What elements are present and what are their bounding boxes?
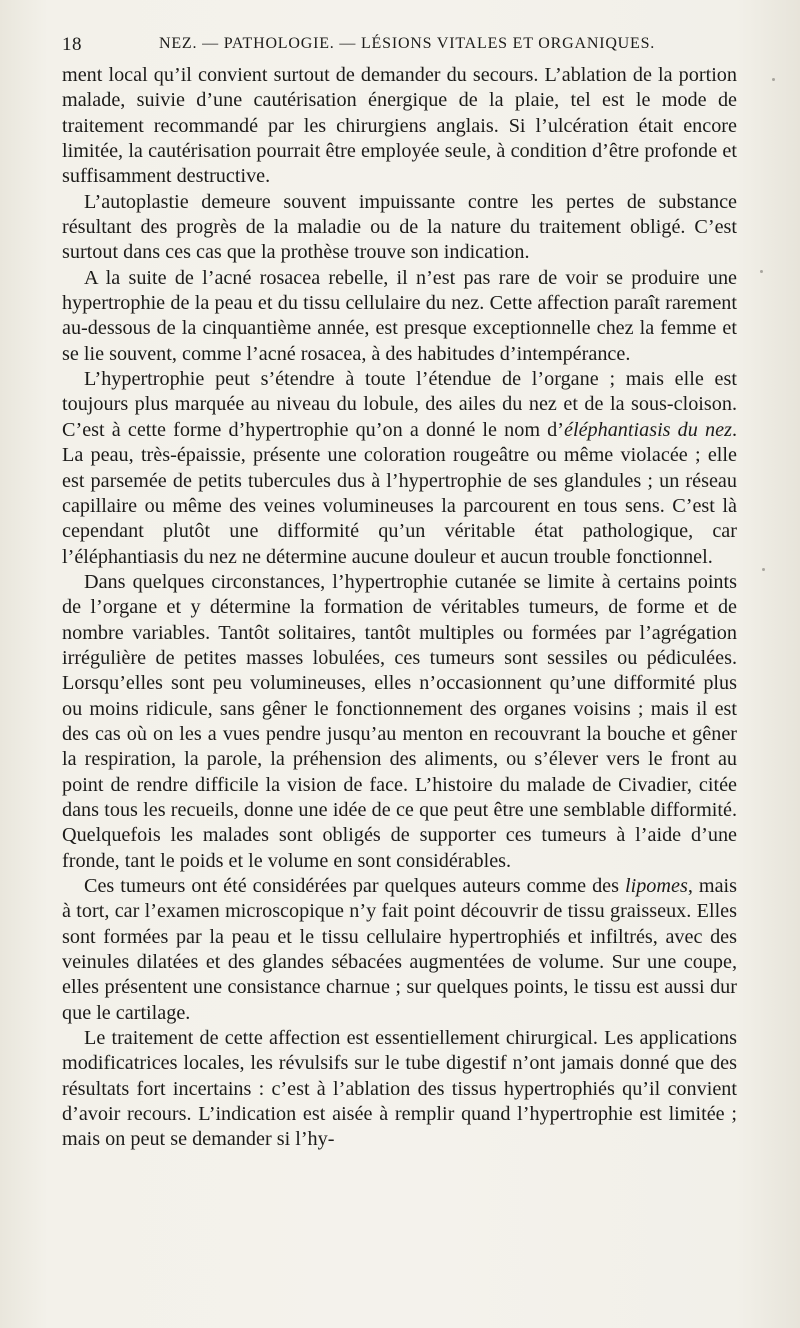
body-text bbox=[62, 63, 737, 1153]
paper-speck bbox=[760, 270, 763, 273]
italic-term-elephantiasis: éléphantiasis du nez bbox=[564, 418, 732, 441]
paragraph-ablation-continuation: ment local qu’il convient surtout de demander du secours. L’ablation de la portion malade, suivie d’une cautérisation énergique de la plaie, tel est le mode de traitement recommandé par les chirurgiens anglais. Si l’ulcération était encore limitée, la cautérisation pourrait être employée seule, à condition d’être profonde et suffisamment destructive. bbox=[62, 64, 737, 188]
paragraph-text-segment: , mais à tort, car l’examen microscopique n’y fait point découvrir de tissu graisseux. Elles sont formées par la peau et le tissu cellulaire hypertrophiés et infiltrés, avec des veinules dilatées et des glandes sébacées augmentées de volume. Sur une coupe, elles présentent une consistance charnue ; sur quelques points, le tissu est aussi dur que le cartilage. bbox=[62, 875, 737, 1024]
paragraph-text-segment: . La peau, très-épaissie, présente une coloration rougeâtre ou même violacée ; elle est parsemée de petits tubercules dus à l’hypertrophie de ses glandules ; un réseau capillaire ou même des veines volumineuses la parcourent en tous sens. C’est là cependant plutôt une difformité qu’un véritable état pathologique, car l’éléphantiasis du nez ne détermine aucune douleur et aucun trouble fonctionnel. bbox=[62, 418, 737, 568]
page-number: 18 bbox=[62, 34, 82, 55]
running-head-title: NEZ. — PATHOLOGIE. — LÉSIONS VITALES ET ORGANIQUES. bbox=[159, 35, 656, 52]
paragraph-acne-rosacea: A la suite de l’acné rosacea rebelle, il n’est pas rare de voir se produire une hypertrophie de la peau et du tissu cellulaire du nez. Cette affection paraît rarement au-dessous de la cinquantième année, est presque exceptionnelle chez la femme et se lie souvent, comme l’acné rosacea, à des habitudes d’intempérance. bbox=[62, 266, 737, 365]
paper-speck bbox=[762, 568, 765, 571]
italic-term-lipomes: lipomes bbox=[625, 875, 688, 897]
paragraph-lipomes bbox=[62, 874, 737, 1026]
paper-speck bbox=[772, 78, 775, 81]
paragraph-tumeurs: Dans quelques circonstances, l’hypertrophie cutanée se limite à certains points de l’organe et y détermine la formation de véritables tumeurs, de forme et de nombre variables. Tantôt solitaires, tantôt multiples ou formées par l’agrégation irrégulière de petites masses lobulées, ces tumeurs sont sessiles ou pédiculées. Lorsqu’elles sont peu volumineuses, elles n’occasionnent qu’une difformité plus ou moins ridicule, sans gêner le fonctionnement des organes voisins ; mais il est des cas où on les a vues pendre jusqu’au menton en recouvrant la bouche et gêner la respiration, la parole, la préhension des aliments, ou s’élever vers le front au point de rendre difficile la vision de face. L’histoire du malade de Civadier, citée dans tous les recueils, donne une idée de ce que peut être une semblable difformité. Quelquefois les malades sont obligés de supporter ces tumeurs à l’aide d’une fronde, tant le poids et le volume en sont considérables. bbox=[62, 570, 737, 872]
paragraph-text-segment: Ces tumeurs ont été considérées par quelques auteurs comme des bbox=[84, 875, 625, 897]
running-head bbox=[62, 34, 738, 58]
paragraph-text-segment: L’hypertrophie peut s’étendre à toute l’étendue de l’organe ; mais elle est toujours plus marquée au niveau du lobule, des ailes du nez et de la sous-cloison. C’est à cette forme d’hypertrophie qu’on a donné le nom d’ bbox=[62, 368, 737, 441]
paragraph-traitement: Le traitement de cette affection est essentiellement chirurgical. Les applications modificatrices locales, les révulsifs sur le tube digestif n’ont jamais donné que des résultats fort incertains : c’est à l’ablation des tissus hypertrophiés qu’il convient d’avoir recours. L’indication est aisée à remplir quand l’hypertrophie est limitée ; mais on peut se demander si l’hy- bbox=[62, 1027, 737, 1151]
paragraph-elephantiasis bbox=[62, 367, 737, 570]
paragraph-autoplastie: L’autoplastie demeure souvent impuissante contre les pertes de substance résultant des progrès de la maladie ou de la nature du traitement obligé. C’est surtout dans ces cas que la prothèse trouve son indication. bbox=[62, 190, 737, 264]
